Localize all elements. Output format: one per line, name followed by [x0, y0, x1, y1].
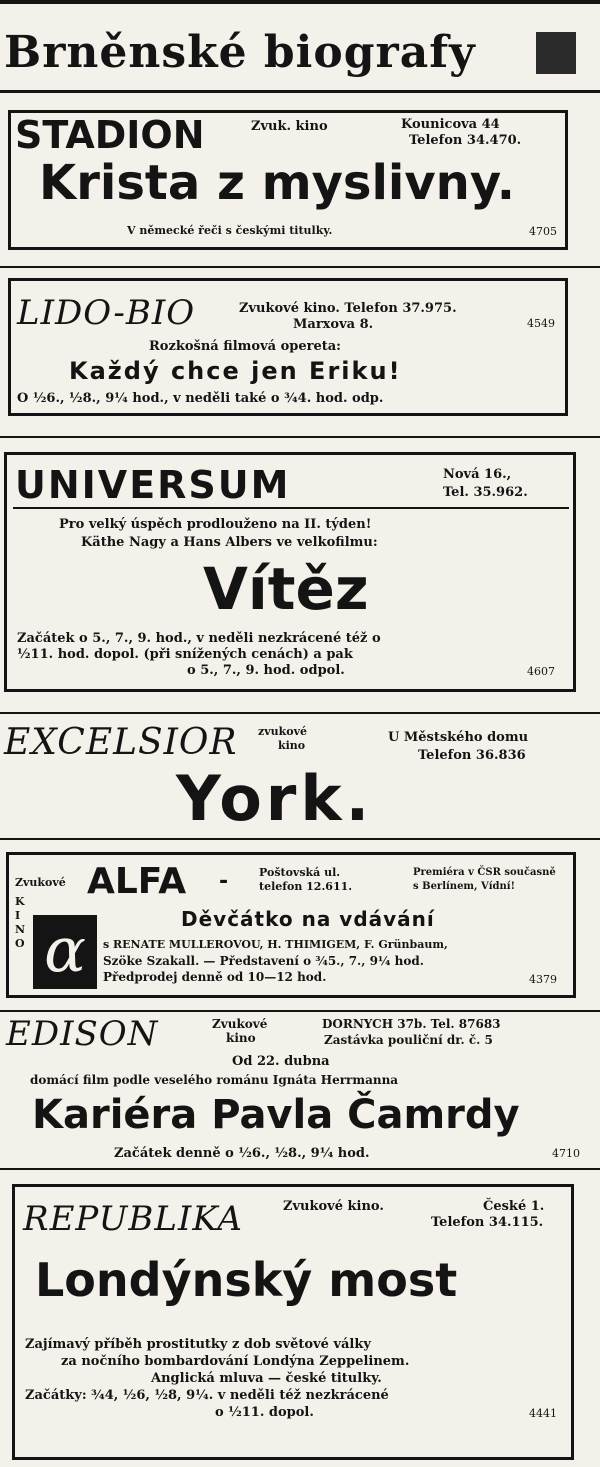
- universum-line1: Pro velký úspěch prodlouženo na II. týden!: [59, 517, 372, 532]
- stadion-film: Krista z myslivny.: [39, 155, 515, 211]
- republika-film: Londýnský most: [35, 1253, 458, 1307]
- edison-name: EDISON: [6, 1014, 159, 1054]
- ornament-block: [536, 32, 576, 74]
- alfa-address1: Poštovská ul.: [259, 866, 341, 879]
- universum-inner-rule: [13, 507, 569, 509]
- rule-4: [0, 838, 600, 840]
- alfa-times: Szöke Szakall. — Představení o ¾5., 7., 9¼ hod.: [103, 954, 424, 968]
- stadion-phone: Telefon 34.470.: [409, 133, 522, 148]
- page-title: Brněnské biografy: [4, 27, 476, 78]
- republika-line4: Začátky: ¾4, ½6, ½8, 9¼. v neděli též nezkrácené: [25, 1388, 389, 1403]
- universum-ad-number: 4607: [527, 665, 555, 678]
- universum-phone: Tel. 35.962.: [443, 485, 528, 500]
- stadion-address: Kounicova 44: [401, 117, 500, 132]
- republika-line3: Anglická mluva — české titulky.: [151, 1371, 382, 1386]
- edison-film: Kariéra Pavla Čamrdy: [32, 1092, 520, 1138]
- republika-kind: Zvukové kino.: [283, 1199, 384, 1214]
- edison-from: Od 22. dubna: [232, 1054, 330, 1069]
- top-rule: [0, 0, 600, 4]
- republika-ad-number: 4441: [529, 1407, 557, 1420]
- alfa-presale: Předprodej denně od 10—12 hod.: [103, 970, 327, 984]
- alfa-name: ALFA: [87, 861, 187, 902]
- lido-ad-number: 4549: [527, 317, 555, 330]
- universum-ad: [4, 452, 576, 692]
- republika-address: České 1.: [483, 1199, 545, 1214]
- lido-ad: [8, 278, 568, 416]
- edison-kind1: Zvukové: [212, 1017, 268, 1031]
- alfa-film: Děvčátko na vdávání: [181, 907, 435, 931]
- excelsior-kind1: zvukové: [258, 725, 307, 738]
- stadion-ad: [8, 110, 568, 250]
- alfa-prefix: Zvukové: [15, 876, 66, 889]
- edison-kind2: kino: [226, 1031, 256, 1045]
- alfa-kino-label: KINO: [15, 895, 26, 950]
- alfa-dash: -: [219, 869, 229, 894]
- excelsior-film: York.: [176, 762, 374, 835]
- republika-phone: Telefon 34.115.: [431, 1215, 544, 1230]
- alfa-address2: telefon 12.611.: [259, 880, 353, 893]
- edison-times: Začátek denně o ½6., ½8., 9¼ hod.: [114, 1146, 370, 1161]
- stadion-kind: Zvuk. kino: [251, 119, 328, 134]
- edison-description: domácí film podle veselého románu Ignáta Herrmanna: [30, 1073, 399, 1087]
- universum-times2: ½11. hod. dopol. (při snížených cenách) a pak: [17, 647, 353, 662]
- excelsior-address: U Městského domu: [388, 730, 529, 745]
- universum-address: Nová 16.,: [443, 467, 512, 482]
- republika-line5: o ½11. dopol.: [215, 1405, 314, 1420]
- universum-line2: Käthe Nagy a Hans Albers ve velkofilmu:: [81, 535, 378, 550]
- lido-address: Marxova 8.: [293, 317, 374, 332]
- lido-times: O ½6., ½8., 9¼ hod., v neděli také o ¾4. hod. odp.: [17, 391, 384, 406]
- rule-5: [0, 1010, 600, 1012]
- rule-6: [0, 1168, 600, 1170]
- alfa-cast: s RENATE MULLEROVOU, H. THIMIGEM, F. Grünbaum,: [103, 938, 448, 951]
- universum-times1: Začátek o 5., 7., 9. hod., v neděli nezkrácené též o: [17, 631, 381, 646]
- lido-film: Každý chce jen Eriku!: [69, 357, 402, 385]
- lido-genre: Rozkošná filmová opereta:: [149, 339, 341, 354]
- excelsior-kind2: kino: [278, 739, 306, 752]
- universum-film: Vítěz: [203, 555, 369, 623]
- republika-ad: [12, 1184, 574, 1460]
- stadion-ad-number: 4705: [529, 225, 557, 238]
- rule-3: [0, 712, 600, 714]
- edison-ad-number: 4710: [552, 1147, 580, 1160]
- republika-name: REPUBLIKA: [23, 1199, 243, 1239]
- alfa-ad: [6, 852, 576, 998]
- universum-times3: o 5., 7., 9. hod. odpol.: [187, 663, 345, 678]
- alfa-ad-number: 4379: [529, 973, 557, 986]
- republika-line1: Zajímavý příběh prostitutky z dob světové války: [25, 1337, 371, 1352]
- excelsior-phone: Telefon 36.836: [418, 748, 526, 763]
- alfa-premiere1: Premiéra v ČSR současně: [413, 867, 556, 878]
- republika-line2: za nočního bombardování Londýna Zeppelinem.: [61, 1354, 410, 1369]
- rule-1: [0, 266, 600, 268]
- alfa-logo: α: [33, 915, 97, 989]
- universum-name: UNIVERSUM: [15, 463, 291, 507]
- alfa-premiere2: s Berlínem, Vídní!: [413, 881, 515, 892]
- stadion-note: V německé řeči s českými titulky.: [127, 224, 333, 237]
- header-rule: [0, 90, 600, 93]
- stadion-name: STADION: [15, 113, 205, 157]
- edison-stop: Zastávka pouliční dr. č. 5: [324, 1033, 493, 1047]
- excelsior-name: EXCELSIOR: [4, 722, 238, 763]
- lido-name: LIDO-BIO: [17, 293, 196, 333]
- edison-address: DORNYCH 37b. Tel. 87683: [322, 1017, 501, 1031]
- rule-2: [0, 436, 600, 438]
- lido-kind: Zvukové kino. Telefon 37.975.: [239, 301, 457, 316]
